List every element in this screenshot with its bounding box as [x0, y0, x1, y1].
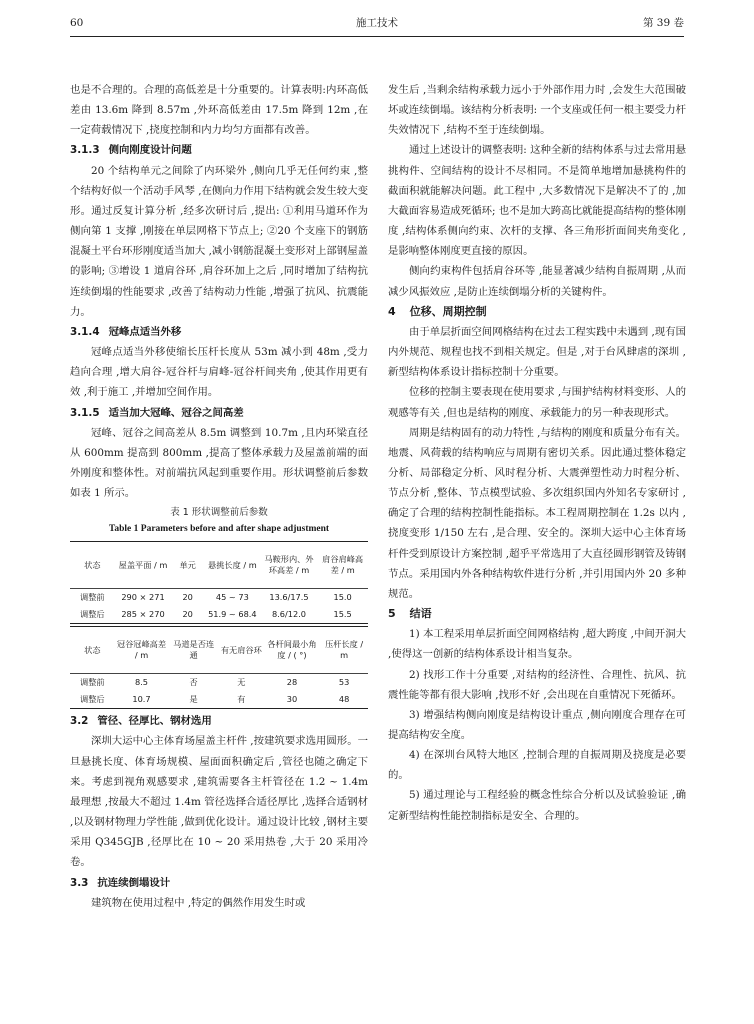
- table-cell: 45 ~ 73: [215, 592, 249, 603]
- section-3-3-heading: [70, 873, 368, 893]
- conclusion-item: 5) 通过理论与工程经验的概念性综合分析以及试验验证 ,确定新型结构性能控制指标是安全、合理的。: [388, 789, 686, 822]
- table-header-cell: 屋盖平面 / m: [115, 542, 172, 589]
- table-row: [70, 674, 368, 692]
- table-header-cell: 冠谷冠峰高差 / m: [115, 627, 169, 674]
- section-title: 适当加大冠峰、冠谷之间高差: [108, 406, 244, 419]
- parameters-table-part-a: [70, 541, 368, 624]
- table-cell: 48: [320, 691, 368, 709]
- section-title: 侧向刚度设计问题: [108, 144, 192, 157]
- section-3-1-5-heading: [70, 403, 368, 423]
- parameters-table-part-b: [70, 626, 368, 709]
- section-3-1-4-paragraph: 冠峰点适当外移使缩长压杆长度从 53m 减小到 48m ,受力趋向合理 ,增大肩谷-冠谷杆与肩峰-冠谷杆间夹角 ,使其作用更有效 ,利于施工 ,并增加空间作用。: [70, 346, 368, 399]
- lateral-restraint-paragraph: 侧向约束构件包括肩谷环等 ,能显著减少结构自振周期 ,从而减少风振效应 ,是防止连续倒塌分析的关键构件。: [388, 265, 686, 298]
- table-row: [70, 691, 368, 709]
- table-header-row: [70, 627, 368, 674]
- table-cell: 10.7: [115, 691, 169, 709]
- table-cell: 30: [264, 691, 321, 709]
- table-header-cell: 各杆间最小角度 / ( °): [264, 627, 321, 674]
- table-header-cell: 状态: [70, 542, 115, 589]
- section-number: 4: [388, 304, 396, 318]
- table-header-cell: 有无肩谷环: [219, 627, 264, 674]
- table-caption-en: Table 1 Parameters before and after shape adjustment: [108, 524, 330, 535]
- table-header-cell: 压杆长度 / m: [320, 627, 368, 674]
- table-row: [70, 606, 368, 624]
- section-number: 5: [388, 607, 396, 621]
- section-title: 冠峰点适当外移: [108, 325, 182, 338]
- table-cell: 15.0: [333, 592, 352, 603]
- table-cell: 有: [219, 691, 264, 709]
- table-header-cell: 马鞍形内、外环高差 / m: [261, 542, 318, 589]
- table-header-row: [70, 542, 368, 589]
- conclusion-item: 1) 本工程采用单层折面空间网格结构 ,超大跨度 ,中间开洞大 ,使得这一创新的结构体系设计相当复杂。: [388, 628, 686, 661]
- section-title: 位移、周期控制: [409, 304, 487, 318]
- conclusion-item: 3) 增强结构侧向刚度是结构设计重点 ,侧向刚度合理存在可提高结构安全度。: [388, 708, 686, 741]
- section-3-1-3-heading: [70, 140, 368, 160]
- table-cell: 调整前: [80, 677, 105, 688]
- table-cell: 无: [237, 677, 246, 688]
- section-3-1-4-heading: [70, 322, 368, 342]
- table-cell: 290 × 271: [121, 592, 165, 603]
- header-rule: [70, 36, 684, 37]
- section-3-3-paragraph: 建筑物在使用过程中 ,特定的偶然作用发生时或: [91, 896, 306, 909]
- table-cell: 13.6/17.5: [269, 592, 309, 603]
- table-header-cell: 悬挑长度 / m: [204, 542, 261, 589]
- table-row: [70, 589, 368, 607]
- table-header-cell: 马道是否连通: [168, 627, 219, 674]
- left-column: [70, 80, 368, 913]
- section-title: 管径、径厚比、钢材选用: [97, 715, 212, 728]
- table-cell: 调整后: [70, 691, 115, 709]
- section-5-heading: [388, 604, 686, 624]
- table-caption-cn: 表 1 形状调整前后参数: [170, 507, 268, 519]
- section-title: 抗连续倒塌设计: [97, 876, 171, 889]
- table-cell: 8.6/12.0: [261, 606, 318, 624]
- table-header-cell: 状态: [70, 627, 115, 674]
- section-number: 3.1.4: [70, 325, 100, 338]
- section-4-paragraph-c: 周期是结构固有的动力特性 ,与结构的刚度和质量分布有关。地震、风荷载的结构响应与周期有密切关系。因此通过整体稳定分析、局部稳定分析、风时程分析、大震弹塑性动力时程分析、节点分析 ,整体、节点模型试验、多次组织国内外知名专家研讨 ,确定了合理的结构控制性能指标。本工程周期控制在 1.2s 以内 ,挠度变形 1/150 左右 ,是合理、安全的。深圳大运中心主体育场杆件受到原设计方案控制 ,超乎平常选用了大直径圆形钢管及铸钢节点。采用国内外各种结构软件进行分析 ,并引用国内外 20 多种规范。: [388, 426, 686, 600]
- table-cell: 20: [182, 592, 193, 603]
- volume-label: 第 39 卷: [642, 17, 684, 29]
- table-cell: 53: [338, 677, 350, 688]
- continued-paragraph: 发生后 ,当剩余结构承载力远小于外部作用力时 ,会发生大范围破坏或连续倒塌。该结构分析表明: 一个支座或任何一根主要受力杆失效情况下 ,结构不至于连续倒塌。: [388, 84, 686, 137]
- section-3-1-5-paragraph: 冠峰、冠谷之间高差从 8.5m 调整到 10.7m ,且内环梁直径从 600mm 提高到 800mm ,提高了整体承载力及屋盖前端的面外刚度和整体性。对前端抗风起到重要作用。形状调整前后参数如表 1 所示。: [70, 426, 368, 500]
- table-cell: 8.5: [134, 677, 149, 688]
- table-cell: 调整后: [70, 606, 115, 624]
- section-3-1-3-paragraph: 20 个结构单元之间除了内环梁外 ,侧向几乎无任何约束 ,整个结构好似一个活动手风琴 ,在侧向力作用下结构就会发生较大变形。通过反复计算分析 ,经多次研讨后 ,提出: ①利用马道环作为侧向第 1 支撑 ,刚接在单层网格下节点上; ②20 个支座下的钢筋混凝土平台环形刚度适当加大 ,减小钢筋混凝土变形对上部钢屋盖的影响; ③增设 1 道肩谷环 ,肩谷环加上之后 ,同时增加了结构抗连续倒塌的性能要求 ,改善了结构动力性能 ,增强了抗风、抗震能力。: [70, 164, 368, 318]
- summary-paragraph: 通过上述设计的调整表明: 这种全新的结构体系与过去常用悬挑构件、空间结构的设计不尽相同。不是简单地增加悬挑构件的截面积就能解决问题。此工程中 ,大多数情况下是解决不了的 ,加大截面容易造成死循环; 也不是加大跨高比就能提高结构的整体刚度 ,结构体系侧向约束、次杆的支撑、各三角形折面间夹角变化 ,是影响整体刚度更直接的原因。: [388, 144, 686, 258]
- intro-paragraph: 也是不合理的。合理的高低差是十分重要的。计算表明:内环高低差由 13.6m 降到 8.57m ,外环高低差由 17.5m 降到 12m ,在一定荷载情况下 ,挠度控制和内力均匀方面都有改善。: [70, 84, 368, 137]
- table-cell: 28: [286, 677, 298, 688]
- table-cell: 20: [171, 606, 204, 624]
- section-4-paragraph-b: 位移的控制主要表现在使用要求 ,与围护结构材料变形、人的观感等有关 ,但也是结构的刚度、承载能力的另一种表现形式。: [388, 386, 686, 419]
- conclusion-item: 4) 在深圳台风特大地区 ,控制合理的自振周期及挠度是必要的。: [388, 749, 686, 782]
- journal-title: 施工技术: [356, 17, 398, 29]
- table-header-cell: 肩谷肩峰高差 / m: [317, 542, 368, 589]
- table-cell: 51.9 ~ 68.4: [204, 606, 261, 624]
- table-cell: 是: [168, 691, 219, 709]
- conclusion-item: 2) 找形工作十分重要 ,对结构的经济性、合理性、抗风、抗震性能等都有很大影响 ,找形不好 ,会出现在自重情况下死循环。: [388, 668, 686, 701]
- table-header-cell: 单元: [171, 542, 204, 589]
- table-cell: 285 × 270: [115, 606, 172, 624]
- section-number: 3.3: [70, 876, 89, 889]
- section-4-heading: [388, 302, 686, 322]
- right-column: [388, 80, 686, 826]
- section-number: 3.1.5: [70, 406, 100, 419]
- page-number: 60: [70, 17, 84, 29]
- table-cell: 否: [189, 677, 198, 688]
- section-4-paragraph-a: 由于单层折面空间网格结构在过去工程实践中未遇到 ,现有国内外规范、规程也找不到相关规定。但是 ,对于台风肆虐的深圳 ,新型结构体系设计指标控制十分重要。: [388, 325, 686, 379]
- table-cell: 15.5: [317, 606, 368, 624]
- section-title: 结语: [409, 607, 432, 621]
- section-3-2-paragraph: 深圳大运中心主体育场屋盖主杆件 ,按建筑要求选用圆形。一旦悬挑长度、体育场规模、屋面面积确定后 ,管径也随之确定下来。考虑到视角观感要求 ,建筑需要各主杆管径在 1.2 ~ 1.4m 最理想 ,按最大不超过 1.4m 管径选择合适径厚比 ,选择合适钢材 ,以及钢材物理力学性能 ,做到优化设计。通过设计比较 ,钢材主要采用 Q345GJB ,径厚比在 10 ~ 20 采用热卷 ,大于 20 采用冷卷。: [70, 735, 368, 869]
- section-number: 3.2: [70, 715, 89, 728]
- section-number: 3.1.3: [70, 144, 100, 157]
- section-3-2-heading: [70, 711, 368, 731]
- table-cell: 调整前: [80, 592, 105, 603]
